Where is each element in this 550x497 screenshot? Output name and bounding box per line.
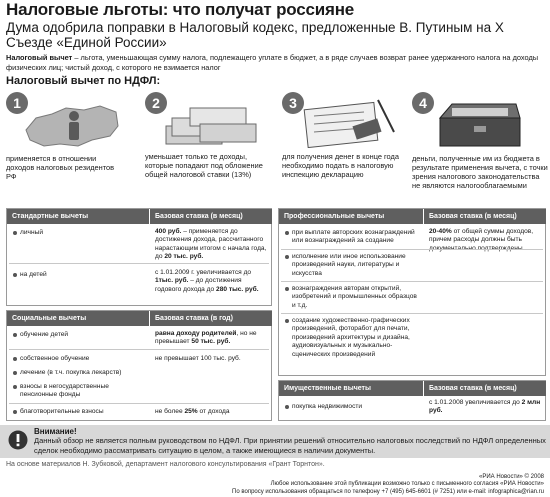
intro-text [6, 53, 546, 72]
social-item: взносы в негосударственные пенсионные фонды [13, 383, 143, 400]
russia-map-person-icon [22, 100, 122, 152]
row-divider [281, 249, 543, 250]
step-text-3: для получения денег в конце года необходимо подать в налоговую инспекцию декларацию [282, 152, 399, 179]
standard-header: Стандартные вычеты [7, 209, 149, 224]
social-value-own: не превышает 100 тыс. руб. [155, 355, 241, 362]
social-value-charity: не более 25% от дохода [155, 408, 230, 415]
page-subtitle: Дума одобрила поправки в Налоговый кодекс, предложенные В. Путиным на X Съезде «Единой России» [6, 20, 504, 50]
prof-header: Профессиональные вычеты [279, 209, 423, 224]
step-text-4: деньги, полученные им из бюджета в результате применения вычета, с точки зрения налогового законодательства не являются налогооблагаемыми [412, 154, 548, 190]
professional-deductions-table [278, 208, 546, 376]
social-rate-header: Базовая ставка (в год) [150, 311, 272, 326]
social-item: обучение детей [13, 331, 143, 339]
social-value-children: равна доходу родителей, но не превышает 50 тыс. руб. [155, 330, 257, 346]
step-number-4: 4 [412, 92, 434, 114]
property-header: Имущественные вычеты [279, 381, 423, 396]
standard-value-personal: 400 руб. – применяется до достижения дохода, рассчитанного нарастающим итогом с начала года, до 20 тыс. руб. [155, 228, 267, 261]
money-case-icon [430, 98, 530, 150]
exclamation-icon [8, 430, 28, 450]
standard-item-children: на детей [13, 271, 143, 279]
standard-rate-header: Базовая ставка (в месяц) [150, 209, 272, 224]
property-item: покупка недвижимости [285, 403, 421, 411]
intro-definition: – льгота, уменьшающая сумму налога, подлежащего уплате в бюджет, а в ряде случаев возврат ранее удержанного налога на доходы физических лиц; чистый доход, с которого не взимается налог [6, 53, 539, 72]
footer-contact: По вопросу использования обращаться по телефону +7 (495) 645-6601 (# 7251) или e-mail: infographica@rian.ru [232, 488, 544, 495]
row-divider [281, 281, 543, 282]
step-text-2: уменьшает только те доходы, которые попадают под обложение общей налоговой ставки (13%) [145, 152, 263, 179]
row-divider [281, 313, 543, 314]
warning-box [0, 425, 550, 458]
step-number-1: 1 [6, 92, 28, 114]
row-divider [9, 263, 269, 264]
social-item: лечение (в т.ч. покупка лекарств) [13, 369, 143, 377]
step-number-3: 3 [282, 92, 304, 114]
standard-value-children: с 1.01.2009 г. увеличивается до 1тыс. руб. – до достижения годового дохода до 280 тыс. руб. [155, 269, 259, 293]
prof-item: при выплате авторских вознаграждений или вознаграждений за создание [285, 229, 421, 246]
row-divider [9, 349, 269, 350]
money-stack-icon [160, 100, 260, 150]
row-divider [9, 403, 269, 404]
property-deductions-table [278, 380, 546, 421]
prof-item: вознаграждения авторам открытий, изобретений и промышленных образцов и т.д. [285, 285, 421, 310]
footer [204, 474, 544, 496]
step-number-2: 2 [145, 92, 167, 114]
prof-item: создание художественно-графических произведений, фоторабот для печати, произведений архитектуры и дизайна, аудиовизуальных и музыкально-сценических произведений [285, 317, 421, 359]
footer-copyright: «РИА Новости» © 2008 [479, 474, 544, 480]
social-header: Социальные вычеты [7, 311, 149, 326]
warning-text: Данный обзор не является полным руководством по НДФЛ. При принятии решений относительно налоговых последствий по НДФЛ определенных сделок необходимо рассматривать ситуацию в целом, а также имеющиеся в наличии документы. [34, 436, 546, 455]
source-note: На основе материалов Н. Зубковой, департамент налогового консультирования «Грант Торнтон». [6, 461, 325, 468]
social-deductions-table [6, 310, 272, 421]
prof-item: исполнение или иное использование произведений науки, литературы и искусства [285, 253, 421, 278]
standard-deductions-table [6, 208, 272, 306]
page-title: Налоговые льготы: что получат россияне [6, 0, 355, 19]
social-item: собственное обучение [13, 355, 143, 363]
intro-term: Налоговый вычет [6, 53, 73, 62]
prof-rate-header: Базовая ставка (в месяц) [424, 209, 546, 224]
standard-item-personal: личный [13, 229, 143, 237]
social-item: благотворительные взносы [13, 408, 143, 416]
section-title: Налоговый вычет по НДФЛ: [6, 75, 161, 87]
warning-title: Внимание! [34, 427, 77, 436]
tax-form-icon [298, 96, 398, 148]
property-value: с 1.01.2008 увеличивается до 2 млн руб. [429, 399, 541, 415]
property-rate-header: Базовая ставка (в месяц) [424, 381, 546, 396]
footer-usage: Любое использование этой публикации возможно только с письменного согласия «РИА Новости» [270, 481, 544, 488]
prof-value: 20-40% от общей суммы доходов, причем расходы должны быть [429, 228, 534, 244]
step-text-1: применяется в отношении доходов налоговых резидентов РФ [6, 154, 115, 181]
